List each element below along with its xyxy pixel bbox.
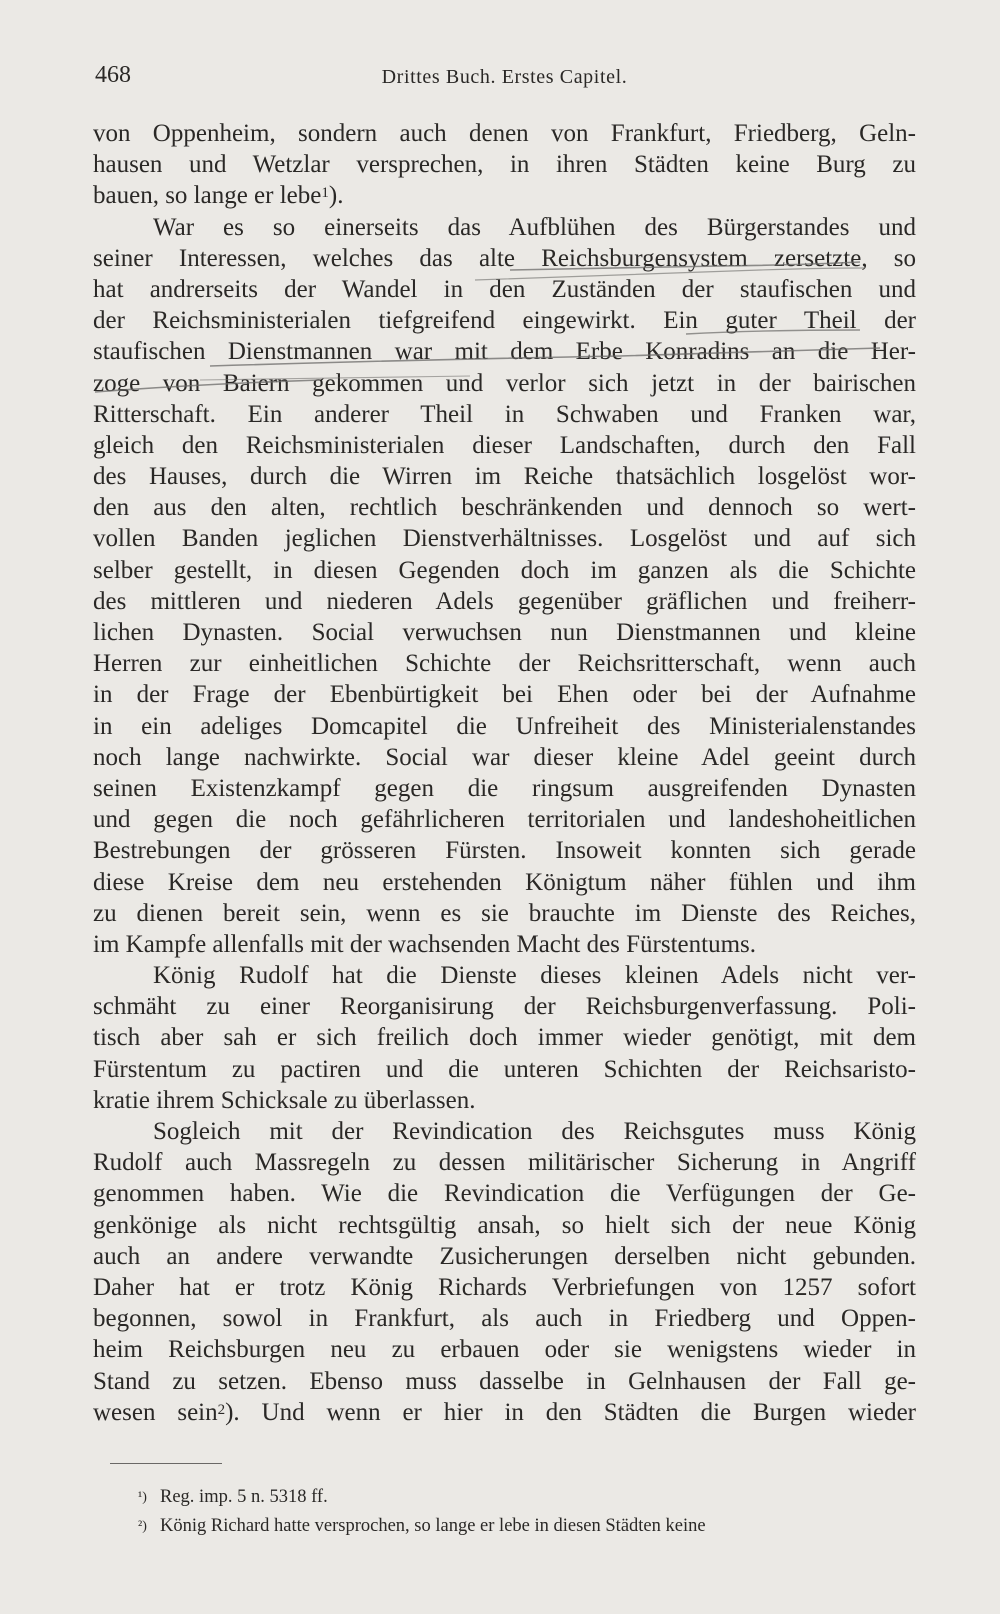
text-line-content: noch lange nachwirkte. Social war dieser kleine Adel geeint durch: [93, 743, 916, 771]
text-line: [93, 118, 916, 149]
text-line-content: Ritterschaft. Ein anderer Theil in Schwaben und Franken war,: [93, 400, 916, 428]
footnote-mark: ¹): [138, 1490, 147, 1505]
footnote-reference[interactable]: 1: [321, 185, 329, 202]
footnote-text: König Richard hatte versprochen, so lange er lebe in diesen Städten keine: [160, 1516, 706, 1536]
text-line-content: Rudolf auch Massregeln zu dessen militärischer Sicherung in Angriff: [93, 1149, 916, 1177]
text-line: [93, 180, 916, 211]
page-header: [95, 62, 914, 102]
text-line-content: tisch aber sah er sich freilich doch immer wieder genötigt, mit dem: [93, 1024, 916, 1052]
text-line: [93, 1022, 916, 1053]
text-line: [93, 711, 916, 742]
text-line-content: in ein adeliges Domcapitel die Unfreiheit des Ministerialenstandes: [93, 712, 916, 740]
text-line: [93, 960, 916, 991]
text-line: [93, 368, 916, 399]
text-line-content: hat andrerseits der Wandel in den Zuständen der staufischen und: [93, 275, 916, 303]
text-line: [93, 991, 916, 1022]
text-line: [93, 742, 916, 773]
text-line: [93, 1116, 916, 1147]
text-line: [93, 679, 916, 710]
text-line: [93, 149, 916, 180]
text-line: [93, 804, 916, 835]
text-line-content: seinen Existenzkampf gegen die ringsum ausgreifenden Dynasten: [93, 774, 916, 802]
text-line-content: staufischen Dienstmannen war mit dem Erbe Konradins an die Her-: [93, 338, 916, 366]
text-line-content: im Kampfe allenfalls mit der wachsenden Macht des Fürstentums.: [93, 930, 757, 958]
text-line-content: Fürstentum zu pactiren und die unteren Schichten der Reichsaristo-: [93, 1055, 916, 1083]
text-line: [93, 898, 916, 929]
text-line: [93, 1147, 916, 1178]
text-line-content: Herren zur einheitlichen Schichte der Reichsritterschaft, wenn auch: [93, 650, 916, 678]
text-line: [93, 1210, 916, 1241]
text-line-content: bauen, so lange er lebe: [93, 182, 322, 210]
text-line: [93, 305, 916, 336]
footnote-reference[interactable]: 2: [217, 1401, 226, 1418]
text-line: [93, 399, 916, 430]
footnote: [138, 1483, 918, 1512]
text-line-content: lichen Dynasten. Social verwuchsen nun Dienstmannen und kleine: [93, 619, 916, 646]
text-line-content: wesen sein: [93, 1398, 218, 1426]
text-line-content: von Oppenheim, sondern auch denen von Frankfurt, Friedberg, Geln-: [93, 120, 916, 147]
footnote-rule: [110, 1463, 222, 1464]
text-line: [93, 648, 916, 679]
text-line: [93, 1303, 916, 1334]
text-line: [93, 929, 916, 960]
text-line-content: zoge von Baiern gekommen und verlor sich jetzt in der bairischen: [93, 369, 916, 397]
text-line: [93, 1272, 916, 1303]
text-line-content: genkönige als nicht rechtsgültig ansah, so hielt sich der neue König: [93, 1211, 916, 1239]
text-line: [93, 1334, 916, 1365]
text-line: [93, 867, 916, 898]
text-line-tail: ).: [328, 182, 344, 210]
footnote-text: Reg. imp. 5 n. 5318 ff.: [160, 1487, 328, 1507]
text-line: [93, 617, 916, 648]
text-line-content: hausen und Wetzlar versprechen, in ihren Städten keine Burg zu: [93, 151, 916, 179]
text-line-content: begonnen, sowol in Frankfurt, als auch in Friedberg und Oppen-: [93, 1305, 916, 1333]
body-text: [93, 118, 916, 1428]
text-line-content: des mittleren und niederen Adels gegenüber gräflichen und freiherr-: [93, 587, 916, 615]
text-line-content: Daher hat er trotz König Richards Verbriefungen von 1257 sofort: [93, 1273, 916, 1301]
text-line-content: heim Reichsburgen neu zu erbauen oder sie wenigstens wieder in: [93, 1336, 916, 1364]
text-line: [93, 1054, 916, 1085]
text-line-content: der Reichsministerialen tiefgreifend eingewirkt. Ein guter Theil der: [93, 307, 916, 335]
text-line-content: seiner Interessen, welches das alte Reichsburgensystem zersetzte, so: [93, 244, 916, 272]
text-line-content: des Hauses, durch die Wirren im Reiche thatsächlich losgelöst wor-: [93, 463, 916, 491]
text-line: [93, 430, 916, 461]
text-line-content: Sogleich mit der Revindication des Reichsgutes muss König: [153, 1118, 916, 1145]
text-line-content: König Rudolf hat die Dienste dieses kleinen Adels nicht ver-: [153, 962, 916, 990]
footnote-mark: ²): [138, 1519, 147, 1534]
text-line-content: schmäht zu einer Reorganisirung der Reichsburgenverfassung. Poli-: [93, 993, 916, 1021]
text-line: [93, 1397, 916, 1428]
text-line: [93, 586, 916, 617]
text-line: [93, 523, 916, 554]
text-line-content: auch an andere verwandte Zusicherungen derselben nicht gebunden.: [93, 1242, 916, 1270]
text-line-tail: ). Und wenn er hier in den Städten die Burgen wieder: [225, 1398, 916, 1426]
text-line: [93, 1178, 916, 1209]
text-line: [93, 212, 916, 243]
text-line: [93, 1366, 916, 1397]
text-line-content: kratie ihrem Schicksale zu überlassen.: [93, 1086, 476, 1114]
text-line-content: Bestrebungen der grösseren Fürsten. Insoweit konnten sich gerade: [93, 837, 916, 865]
text-line: [93, 461, 916, 492]
text-line: [93, 835, 916, 866]
text-line-content: genommen haben. Wie die Revindication die Verfügungen der Ge-: [93, 1180, 916, 1208]
text-line: [93, 1241, 916, 1272]
text-line-content: gleich den Reichsministerialen dieser Landschaften, durch den Fall: [93, 431, 916, 459]
text-line-content: diese Kreise dem neu erstehenden Königtum näher fühlen und ihm: [93, 868, 916, 896]
text-line: [93, 555, 916, 586]
text-line-content: selber gestellt, in diesen Gegenden doch im ganzen als die Schichte: [93, 556, 916, 584]
text-line-content: Stand zu setzen. Ebenso muss dasselbe in Gelnhausen der Fall ge-: [93, 1367, 916, 1395]
text-line-content: den aus den alten, rechtlich beschränkenden und dennoch so wert-: [93, 494, 916, 522]
footnotes: [138, 1483, 918, 1541]
text-line: [93, 336, 916, 367]
text-line-content: vollen Banden jeglichen Dienstverhältnisses. Losgelöst und auf sich: [93, 525, 916, 553]
footnote: [138, 1512, 918, 1541]
text-line: [93, 773, 916, 804]
text-line: [93, 243, 916, 274]
text-line: [93, 1085, 916, 1116]
text-line-content: zu dienen bereit sein, wenn es sie brauchte im Dienste des Reiches,: [93, 899, 916, 927]
text-line-content: War es so einerseits das Aufblühen des Bürgerstandes und: [153, 213, 916, 241]
text-line-content: und gegen die noch gefährlicheren territorialen und landeshoheitlichen: [93, 806, 916, 834]
text-line-content: in der Frage der Ebenbürtigkeit bei Ehen oder bei der Aufnahme: [93, 681, 916, 709]
text-line: [93, 492, 916, 523]
running-head: Drittes Buch. Erstes Capitel.: [381, 66, 628, 88]
text-line: [93, 274, 916, 305]
page-number: 468: [95, 62, 131, 88]
